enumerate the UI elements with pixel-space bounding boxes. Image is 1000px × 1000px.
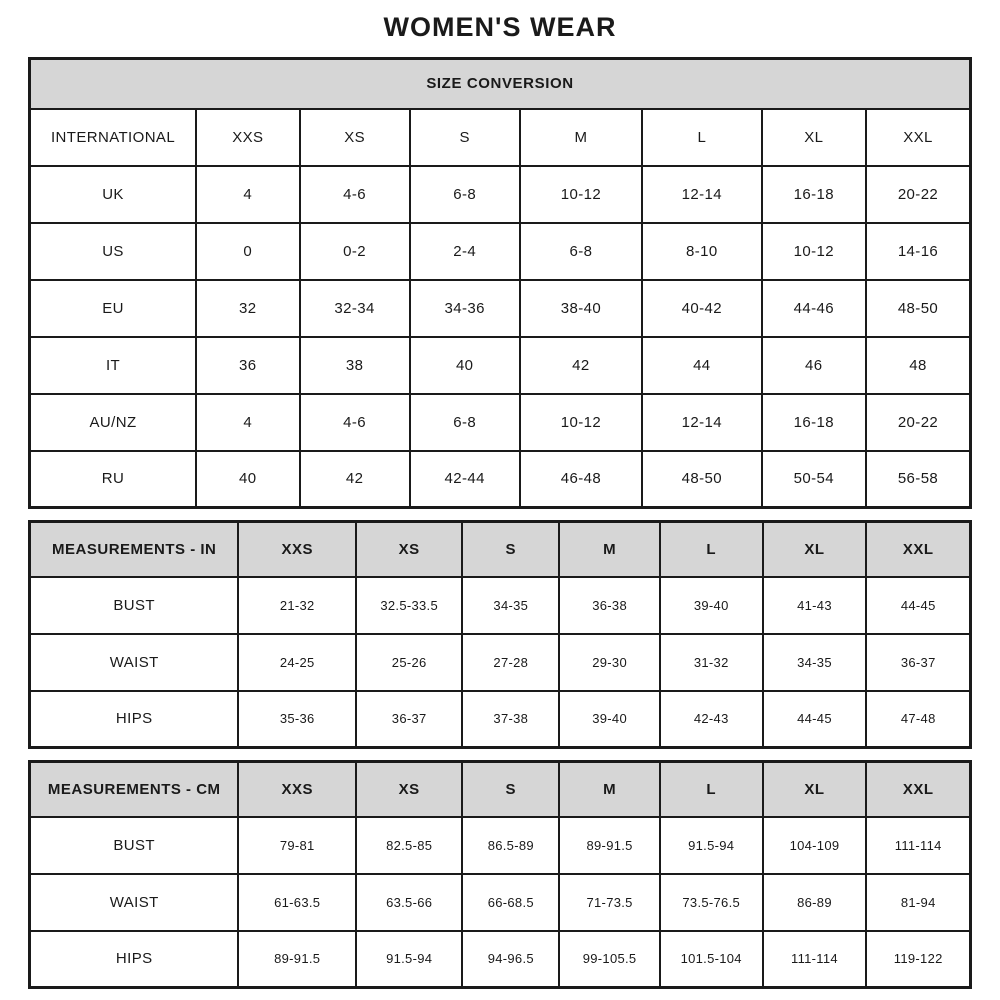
cell: 86.5-89 bbox=[462, 817, 559, 874]
cell: 50-54 bbox=[762, 451, 866, 508]
cell: 48 bbox=[866, 337, 971, 394]
cell: 10-12 bbox=[520, 394, 642, 451]
cell: 37-38 bbox=[462, 691, 559, 748]
table-row bbox=[30, 337, 971, 394]
row-label: AU/NZ bbox=[30, 394, 197, 451]
cell: 36-38 bbox=[559, 577, 660, 634]
cell: 41-43 bbox=[763, 577, 867, 634]
cell: 63.5-66 bbox=[356, 874, 462, 931]
cell: 46 bbox=[762, 337, 866, 394]
cell: 36-37 bbox=[866, 634, 970, 691]
row-label: EU bbox=[30, 280, 197, 337]
row-label: BUST bbox=[30, 577, 239, 634]
cell: 12-14 bbox=[642, 166, 762, 223]
cell: M bbox=[520, 109, 642, 166]
cell: 40-42 bbox=[642, 280, 762, 337]
cell: 38 bbox=[300, 337, 410, 394]
cell: 27-28 bbox=[462, 634, 559, 691]
cell: 20-22 bbox=[866, 394, 971, 451]
cell: 56-58 bbox=[866, 451, 971, 508]
cell: 0-2 bbox=[300, 223, 410, 280]
cell: 6-8 bbox=[410, 394, 520, 451]
cell: 99-105.5 bbox=[559, 931, 660, 988]
cell: 32.5-33.5 bbox=[356, 577, 462, 634]
table-row bbox=[30, 931, 971, 988]
cell: 10-12 bbox=[762, 223, 866, 280]
table-row bbox=[30, 109, 971, 166]
cell: 24-25 bbox=[238, 634, 356, 691]
row-label: WAIST bbox=[30, 874, 239, 931]
table-row bbox=[30, 522, 971, 577]
cell: 32-34 bbox=[300, 280, 410, 337]
cell: 40 bbox=[196, 451, 300, 508]
table-row bbox=[30, 817, 971, 874]
cell: 35-36 bbox=[238, 691, 356, 748]
row-label: IT bbox=[30, 337, 197, 394]
size-header: XL bbox=[763, 762, 867, 817]
row-label: RU bbox=[30, 451, 197, 508]
size-chart-page bbox=[28, 0, 972, 989]
cell: 8-10 bbox=[642, 223, 762, 280]
cell: 6-8 bbox=[410, 166, 520, 223]
cell: 10-12 bbox=[520, 166, 642, 223]
size-header: XXL bbox=[866, 762, 970, 817]
cell: 44-45 bbox=[866, 577, 970, 634]
table-row bbox=[30, 451, 971, 508]
cell: 20-22 bbox=[866, 166, 971, 223]
cell: 40 bbox=[410, 337, 520, 394]
size-header: XXL bbox=[866, 522, 970, 577]
cell: 91.5-94 bbox=[660, 817, 763, 874]
cell: 34-36 bbox=[410, 280, 520, 337]
row-label: HIPS bbox=[30, 931, 239, 988]
cell: 14-16 bbox=[866, 223, 971, 280]
table-row bbox=[30, 634, 971, 691]
cell: 12-14 bbox=[642, 394, 762, 451]
cell: L bbox=[642, 109, 762, 166]
cell: XXS bbox=[196, 109, 300, 166]
cell: 16-18 bbox=[762, 394, 866, 451]
table-row bbox=[30, 280, 971, 337]
cell: 4 bbox=[196, 394, 300, 451]
cell: 39-40 bbox=[660, 577, 763, 634]
table-row bbox=[30, 874, 971, 931]
size-header: L bbox=[660, 522, 763, 577]
cell: 66-68.5 bbox=[462, 874, 559, 931]
size-header: XS bbox=[356, 522, 462, 577]
cell: 42-44 bbox=[410, 451, 520, 508]
table-row bbox=[30, 762, 971, 817]
cell: 0 bbox=[196, 223, 300, 280]
measurements-in-header: MEASUREMENTS - IN bbox=[30, 522, 239, 577]
cell: 73.5-76.5 bbox=[660, 874, 763, 931]
cell: 44-46 bbox=[762, 280, 866, 337]
cell: 44-45 bbox=[763, 691, 867, 748]
cell: 34-35 bbox=[763, 634, 867, 691]
table-row bbox=[30, 166, 971, 223]
table-row bbox=[30, 577, 971, 634]
row-label: HIPS bbox=[30, 691, 239, 748]
size-conversion-table bbox=[28, 57, 972, 509]
cell: 111-114 bbox=[763, 931, 867, 988]
size-header: XXS bbox=[238, 522, 356, 577]
cell: 6-8 bbox=[520, 223, 642, 280]
cell: 46-48 bbox=[520, 451, 642, 508]
cell: 86-89 bbox=[763, 874, 867, 931]
table-row bbox=[30, 394, 971, 451]
cell: S bbox=[410, 109, 520, 166]
row-label: US bbox=[30, 223, 197, 280]
cell: 2-4 bbox=[410, 223, 520, 280]
cell: 4-6 bbox=[300, 166, 410, 223]
size-header: S bbox=[462, 522, 559, 577]
cell: 42-43 bbox=[660, 691, 763, 748]
size-header: L bbox=[660, 762, 763, 817]
row-label: INTERNATIONAL bbox=[30, 109, 197, 166]
size-header: M bbox=[559, 762, 660, 817]
table-row bbox=[30, 59, 971, 109]
measurements-cm-header: MEASUREMENTS - CM bbox=[30, 762, 239, 817]
cell: 25-26 bbox=[356, 634, 462, 691]
measurements-in-table bbox=[28, 520, 972, 749]
cell: 42 bbox=[300, 451, 410, 508]
cell: XXL bbox=[866, 109, 971, 166]
cell: 79-81 bbox=[238, 817, 356, 874]
row-label: WAIST bbox=[30, 634, 239, 691]
size-header: XXS bbox=[238, 762, 356, 817]
cell: XL bbox=[762, 109, 866, 166]
cell: 48-50 bbox=[866, 280, 971, 337]
cell: 82.5-85 bbox=[356, 817, 462, 874]
measurements-cm-table bbox=[28, 760, 972, 989]
page-title: WOMEN'S WEAR bbox=[383, 12, 617, 42]
cell: XS bbox=[300, 109, 410, 166]
size-header: XS bbox=[356, 762, 462, 817]
cell: 36 bbox=[196, 337, 300, 394]
size-conversion-banner: SIZE CONVERSION bbox=[30, 59, 971, 109]
cell: 34-35 bbox=[462, 577, 559, 634]
cell: 94-96.5 bbox=[462, 931, 559, 988]
row-label: UK bbox=[30, 166, 197, 223]
cell: 91.5-94 bbox=[356, 931, 462, 988]
cell: 119-122 bbox=[866, 931, 970, 988]
cell: 16-18 bbox=[762, 166, 866, 223]
table-row bbox=[30, 691, 971, 748]
size-header: S bbox=[462, 762, 559, 817]
cell: 89-91.5 bbox=[559, 817, 660, 874]
cell: 89-91.5 bbox=[238, 931, 356, 988]
row-label: BUST bbox=[30, 817, 239, 874]
cell: 42 bbox=[520, 337, 642, 394]
cell: 44 bbox=[642, 337, 762, 394]
cell: 71-73.5 bbox=[559, 874, 660, 931]
cell: 48-50 bbox=[642, 451, 762, 508]
cell: 101.5-104 bbox=[660, 931, 763, 988]
cell: 36-37 bbox=[356, 691, 462, 748]
size-header: XL bbox=[763, 522, 867, 577]
cell: 61-63.5 bbox=[238, 874, 356, 931]
cell: 47-48 bbox=[866, 691, 970, 748]
size-header: M bbox=[559, 522, 660, 577]
cell: 81-94 bbox=[866, 874, 970, 931]
cell: 21-32 bbox=[238, 577, 356, 634]
cell: 111-114 bbox=[866, 817, 970, 874]
cell: 4 bbox=[196, 166, 300, 223]
cell: 31-32 bbox=[660, 634, 763, 691]
table-row bbox=[30, 223, 971, 280]
cell: 4-6 bbox=[300, 394, 410, 451]
cell: 104-109 bbox=[763, 817, 867, 874]
cell: 39-40 bbox=[559, 691, 660, 748]
cell: 38-40 bbox=[520, 280, 642, 337]
cell: 32 bbox=[196, 280, 300, 337]
cell: 29-30 bbox=[559, 634, 660, 691]
